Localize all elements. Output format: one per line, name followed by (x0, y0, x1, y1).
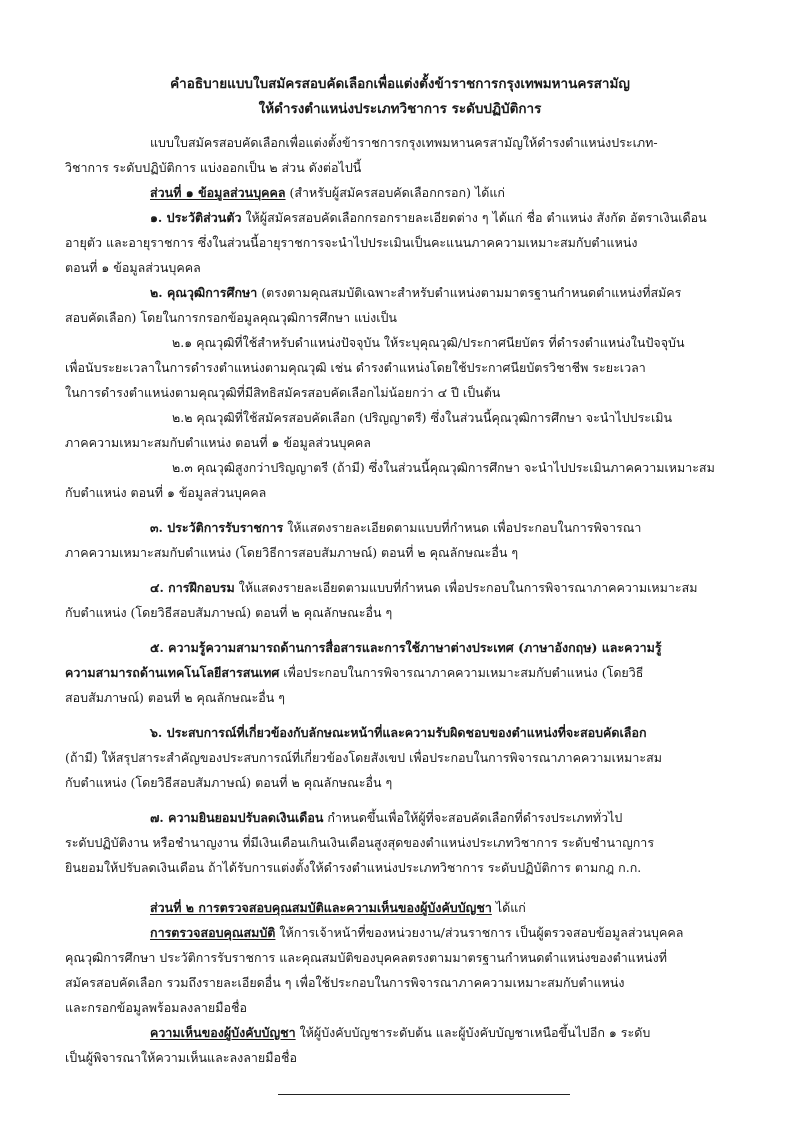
item5-line-2 (65, 663, 643, 683)
part1-heading-rest: (สำหรับผู้สมัครสอบคัดเลือกกรอก) ได้แก่ (285, 185, 505, 200)
part2-heading-title: ส่วนที่ ๒ การตรวจสอบคุณสมบัติและความเห็นของผู้บังคับบัญชา (150, 900, 492, 915)
item3-text-1: ให้แสดงรายละเอียดตามแบบที่กำหนด เพื่อประกอบในการพิจารณา (283, 520, 642, 535)
item3-line-2: ภาคความเหมาะสมกับตำแหน่ง (โดยวิธีการสอบสัมภาษณ์) ตอนที่ ๒ คุณลักษณะอื่น ๆ (65, 545, 519, 560)
item2-line-1 (150, 283, 681, 303)
item7-line-1 (150, 808, 622, 828)
item1-line-2: อายุตัว และอายุราชการ ซึ่งในส่วนนี้อายุราชการจะนำไปประเมินเป็นคะแนนภาคความเหมาะสมกับตำแหน่ง (65, 235, 638, 250)
item6-line-3: กับตำแหน่ง (โดยวิธีสอบสัมภาษณ์) ตอนที่ ๒ คุณลักษณะอื่น ๆ (65, 775, 393, 790)
item2-1-line-3: ในการดำรงตำแหน่งตามคุณวุฒิที่มีสิทธิสมัครสอบคัดเลือกไม่น้อยกว่า ๔ ปี เป็นต้น (65, 385, 501, 400)
item5-title-cont: ความสามารถด้านเทคโนโลยีสารสนเทศ (65, 665, 280, 680)
item2-text-1: (ตรงตามคุณสมบัติเฉพาะสำหรับตำแหน่งตามมาตรฐานกำหนดตำแหน่งที่สมัคร (257, 285, 682, 300)
item2-2-line-2: ภาคความเหมาะสมกับตำแหน่ง ตอนที่ ๑ ข้อมูลส่วนบุคคล (65, 435, 371, 450)
item7-text-1: กำหนดขึ้นเพื่อให้ผู้ที่จะสอบคัดเลือกที่ดำรงประเภททั่วไป (323, 810, 623, 825)
end-divider-line (278, 1094, 570, 1095)
item2-3-line-1: ๒.๓ คุณวุฒิสูงกว่าปริญญาตรี (ถ้ามี) ซึ่งในส่วนนี้คุณวุฒิการศึกษา จะนำไปประเมินภาคความเหมาะสม (172, 460, 715, 475)
part2-check-line-3: สมัครสอบคัดเลือก รวมถึงรายละเอียดอื่น ๆ เพื่อใช้ประกอบในการพิจารณาภาคความเหมาะสมกับตำแหน่ง (65, 975, 625, 990)
item4-text-1: ให้แสดงรายละเอียดตามแบบที่กำหนด เพื่อประกอบในการพิจารณาภาคความเหมาะสม (234, 580, 698, 595)
item5-text-2: เพื่อประกอบในการพิจารณาภาคความเหมาะสมกับตำแหน่ง (โดยวิธี (279, 665, 644, 680)
part2-check-line-2: คุณวุฒิการศึกษา ประวัติการรับราชการ และคุณสมบัติของบุคคลตรงตามมาตรฐานกำหนดตำแหน่งของตำแหน่งที่ (65, 950, 667, 965)
doc-title-line-1: คำอธิบายแบบใบสมัครสอบคัดเลือกเพื่อแต่งตั้งข้าราชการกรุงเทพมหานครสามัญ (170, 76, 630, 92)
part2-opinion-line-2: เป็นผู้พิจารณาให้ความเห็นและลงลายมือชื่อ (65, 1050, 297, 1065)
part2-check-line-1 (150, 923, 683, 943)
item7-line-3: ยินยอมให้ปรับลดเงินเดือน ถ้าได้รับการแต่งตั้งให้ดำรงตำแหน่งประเภทวิชาการ ระดับปฏิบัติการ ตามกฎ ก.ก. (65, 860, 642, 875)
item3-title: ๓. ประวัติการรับราชการ (150, 520, 284, 535)
item6-line-2: (ถ้ามี) ให้สรุปสาระสำคัญของประสบการณ์ที่เกี่ยวข้องโดยสังเขป เพื่อประกอบในการพิจารณาภาคความเหมาะสม (65, 750, 662, 765)
item4-line-1 (150, 578, 698, 598)
intro-line-2: วิชาการ ระดับปฏิบัติการ แบ่งออกเป็น ๒ ส่วน ดังต่อไปนี้ (65, 160, 362, 175)
item3-line-1 (150, 518, 641, 538)
item1-line-1 (150, 208, 707, 228)
item2-title: ๒. คุณวุฒิการศึกษา (150, 285, 258, 300)
item2-1-line-1: ๒.๑ คุณวุฒิที่ใช้สำหรับดำแหน่งปัจจุบัน ให้ระบุคุณวุฒิ/ประกาศนียบัตร ที่ดำรงตำแหน่งในปัจจุบัน (172, 335, 685, 350)
item5-line-3: สอบสัมภาษณ์) ตอนที่ ๒ คุณลักษณะอื่น ๆ (65, 690, 285, 705)
item1-line-3: ตอนที่ ๑ ข้อมูลส่วนบุคคล (65, 260, 201, 275)
item2-1-line-2: เพื่อนับระยะเวลาในการดำรงตำแหน่งตามคุณวุฒิ เช่น ดำรงตำแหน่งโดยใช้ประกาศนียบัตรวิชาชีพ ระยะเวลา (65, 360, 646, 375)
part2-check-text-1: ให้การเจ้าหน้าที่ของหน่วยงาน/ส่วนราชการ เป็นผู้ตรวจสอบข้อมูลส่วนบุคคล (275, 925, 684, 940)
part2-heading (150, 898, 526, 918)
item5-line-1: ๕. ความรู้ความสามารถด้านการสื่อสารและการใช้ภาษาต่างประเทศ (ภาษาอังกฤษ) และความรู้ (150, 640, 662, 655)
item2-3-line-2: กับตำแหน่ง ตอนที่ ๑ ข้อมูลส่วนบุคคล (65, 485, 267, 500)
part2-check-line-4: และกรอกข้อมูลพร้อมลงลายมือชื่อ (65, 1000, 247, 1015)
item4-line-2: กับตำแหน่ง (โดยวิธีสอบสัมภาษณ์) ตอนที่ ๒ คุณลักษณะอื่น ๆ (65, 605, 393, 620)
part2-opinion-text-1: ให้ผู้บังคับบัญชาระดับต้น และผู้บังคับบัญชาเหนือขึ้นไปอีก ๑ ระดับ (295, 1025, 651, 1040)
item7-title: ๗. ความยินยอมปรับลดเงินเดือน (150, 810, 324, 825)
item1-text-1: ให้ผู้สมัครสอบคัดเลือกกรอกรายละเอียดต่าง ๆ ได้แก่ ชื่อ ตำแหน่ง สังกัด อัตราเงินเดือน (241, 210, 707, 225)
doc-title-line-2: ให้ดำรงตำแหน่งประเภทวิชาการ ระดับปฏิบัติการ (258, 101, 542, 117)
item1-title: ๑. ประวัติส่วนตัว (150, 210, 242, 225)
part2-opinion-title: ความเห็นของผู้บังคับบัญชา (150, 1025, 296, 1040)
item2-line-2: สอบคัดเลือก) โดยในการกรอกข้อมูลคุณวุฒิการศึกษา แบ่งเป็น (65, 310, 397, 325)
item2-2-line-1: ๒.๒ คุณวุฒิที่ใช้สมัครสอบคัดเลือก (ปริญญาตรี) ซึ่งในส่วนนี้คุณวุฒิการศึกษา จะนำไปประเมิน (172, 410, 673, 425)
item4-title: ๔. การฝึกอบรม (150, 580, 235, 595)
item6-line-1: ๖. ประสบการณ์ที่เกี่ยวข้องกับลักษณะหน้าที่และความรับผิดชอบของตำแหน่งที่จะสอบคัดเลือก (150, 725, 647, 740)
part2-check-title: การตรวจสอบคุณสมบัติ (150, 925, 276, 940)
part1-heading-title: ส่วนที่ ๑ ข้อมูลส่วนบุคคล (150, 185, 286, 200)
part1-heading (150, 183, 505, 203)
item7-line-2: ระดับปฏิบัติงาน หรือชำนาญงาน ที่มีเงินเดือนเกินเงินเดือนสูงสุดของตำแหน่งประเภทวิชาการ ระดับชำนาญการ (65, 835, 655, 850)
intro-line-1: แบบใบสมัครสอบคัดเลือกเพื่อแต่งตั้งข้าราชการกรุงเทพมหานครสามัญให้ดำรงตำแหน่งประเภท- (150, 135, 658, 150)
part2-heading-rest: ได้แก่ (491, 900, 526, 915)
part2-opinion-line-1 (150, 1023, 650, 1043)
